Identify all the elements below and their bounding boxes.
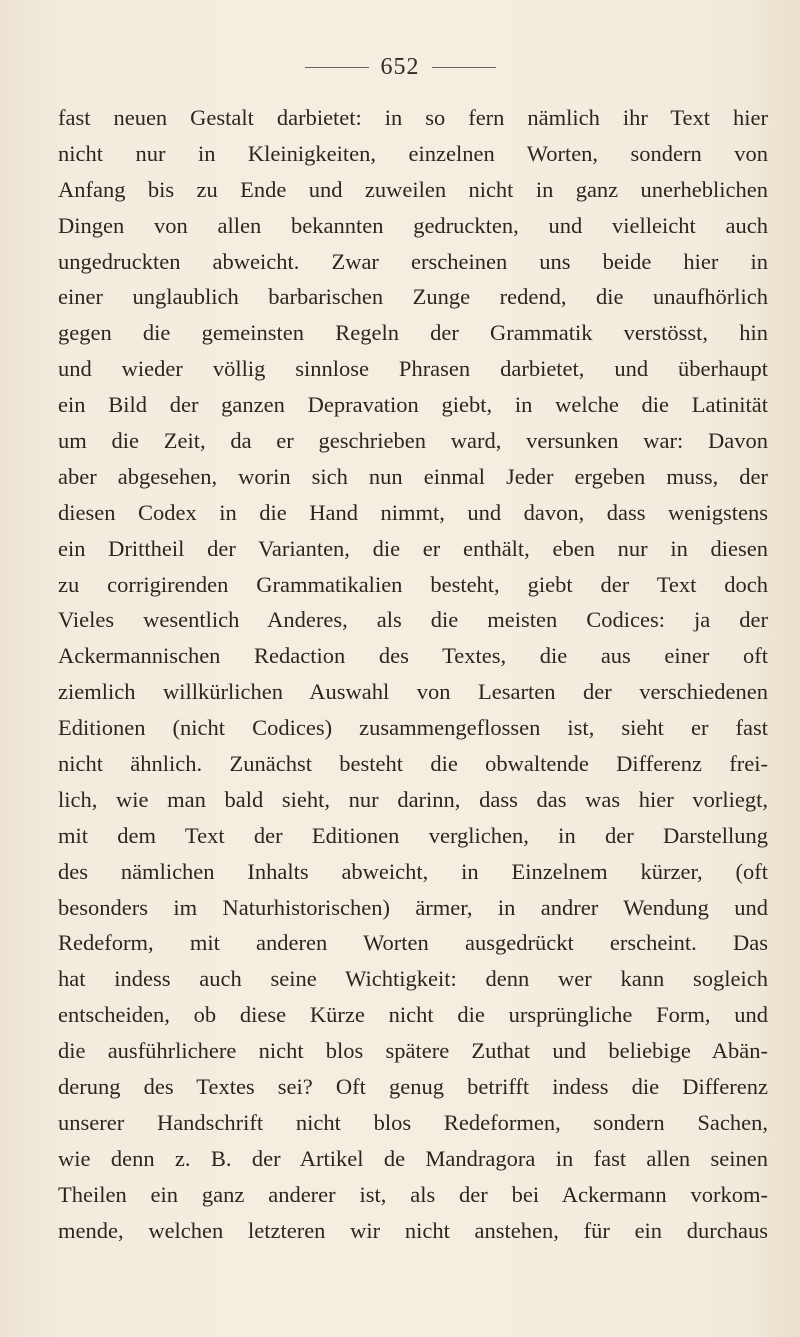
- text-line: um die Zeit, da er geschrieben ward, versunken war: Davon: [58, 428, 768, 454]
- text-line: mit dem Text der Editionen verglichen, in der Darstellung: [58, 822, 768, 848]
- text-line: entscheiden, ob diese Kürze nicht die ursprüngliche Form, und: [58, 1002, 768, 1028]
- text-line: Theilen ein ganz anderer ist, als der bei Ackermann vorkom-: [58, 1181, 768, 1207]
- text-line: Redeform, mit anderen Worten ausgedrückt erscheint. Das: [58, 930, 768, 956]
- text-line: Anfang bis zu Ende und zuweilen nicht in ganz unerheblichen: [58, 176, 768, 202]
- text-line: die ausführlichere nicht blos spätere Zuthat und beliebige Abän-: [58, 1038, 768, 1064]
- text-line: hat indess auch seine Wichtigkeit: denn wer kann sogleich: [58, 966, 768, 992]
- text-line: zu corrigirenden Grammatikalien besteht, giebt der Text doch: [58, 571, 768, 597]
- text-line: aber abgesehen, worin sich nun einmal Jeder ergeben muss, der: [58, 463, 768, 489]
- text-line: nicht ähnlich. Zunächst besteht die obwaltende Differenz frei-: [58, 751, 768, 777]
- text-line: mende, welchen letzteren wir nicht anstehen, für ein durchaus: [58, 1217, 768, 1243]
- text-line: derung des Textes sei? Oft genug betrifft indess die Differenz: [58, 1074, 768, 1100]
- text-line: gegen die gemeinsten Regeln der Grammatik verstösst, hin: [58, 320, 768, 346]
- text-line: fast neuen Gestalt darbietet: in so fern nämlich ihr Text hier: [58, 105, 768, 130]
- text-line: ein Drittheil der Varianten, die er enthält, eben nur in diesen: [58, 535, 768, 561]
- text-line: ein Bild der ganzen Depravation giebt, in welche die Latinität: [58, 392, 768, 418]
- text-line: Dingen von allen bekannten gedruckten, und vielleicht auch: [58, 212, 768, 238]
- page-header: [0, 52, 800, 82]
- text-line: nicht nur in Kleinigkeiten, einzelnen Worten, sondern von: [58, 140, 768, 166]
- text-line: lich, wie man bald sieht, nur darinn, dass das was hier vorliegt,: [58, 786, 768, 812]
- text-line: und wieder völlig sinnlose Phrasen darbietet, und überhaupt: [58, 356, 768, 382]
- text-line: diesen Codex in die Hand nimmt, und davon, dass wenigstens: [58, 499, 768, 525]
- text-line: besonders im Naturhistorischen) ärmer, in andrer Wendung und: [58, 894, 768, 920]
- text-line: Vieles wesentlich Anderes, als die meisten Codices: ja der: [58, 607, 768, 633]
- body-text: [58, 100, 768, 1249]
- text-line: ungedruckten abweicht. Zwar erscheinen uns beide hier in: [58, 248, 768, 274]
- page-number: 652: [380, 53, 420, 80]
- text-line: des nämlichen Inhalts abweicht, in Einzelnem kürzer, (oft: [58, 858, 768, 884]
- text-line: unserer Handschrift nicht blos Redeformen, sondern Sachen,: [58, 1109, 768, 1135]
- header-dash-right: [432, 67, 496, 68]
- text-line: Editionen (nicht Codices) zusammengeflossen ist, sieht er fast: [58, 715, 768, 741]
- text-line: ziemlich willkürlichen Auswahl von Lesarten der verschiedenen: [58, 679, 768, 705]
- header-dash-left: [305, 67, 369, 68]
- text-line: wie denn z. B. der Artikel de Mandragora in fast allen seinen: [58, 1145, 768, 1171]
- text-line: Ackermannischen Redaction des Textes, die aus einer oft: [58, 643, 768, 669]
- text-line: einer unglaublich barbarischen Zunge redend, die unaufhörlich: [58, 284, 768, 310]
